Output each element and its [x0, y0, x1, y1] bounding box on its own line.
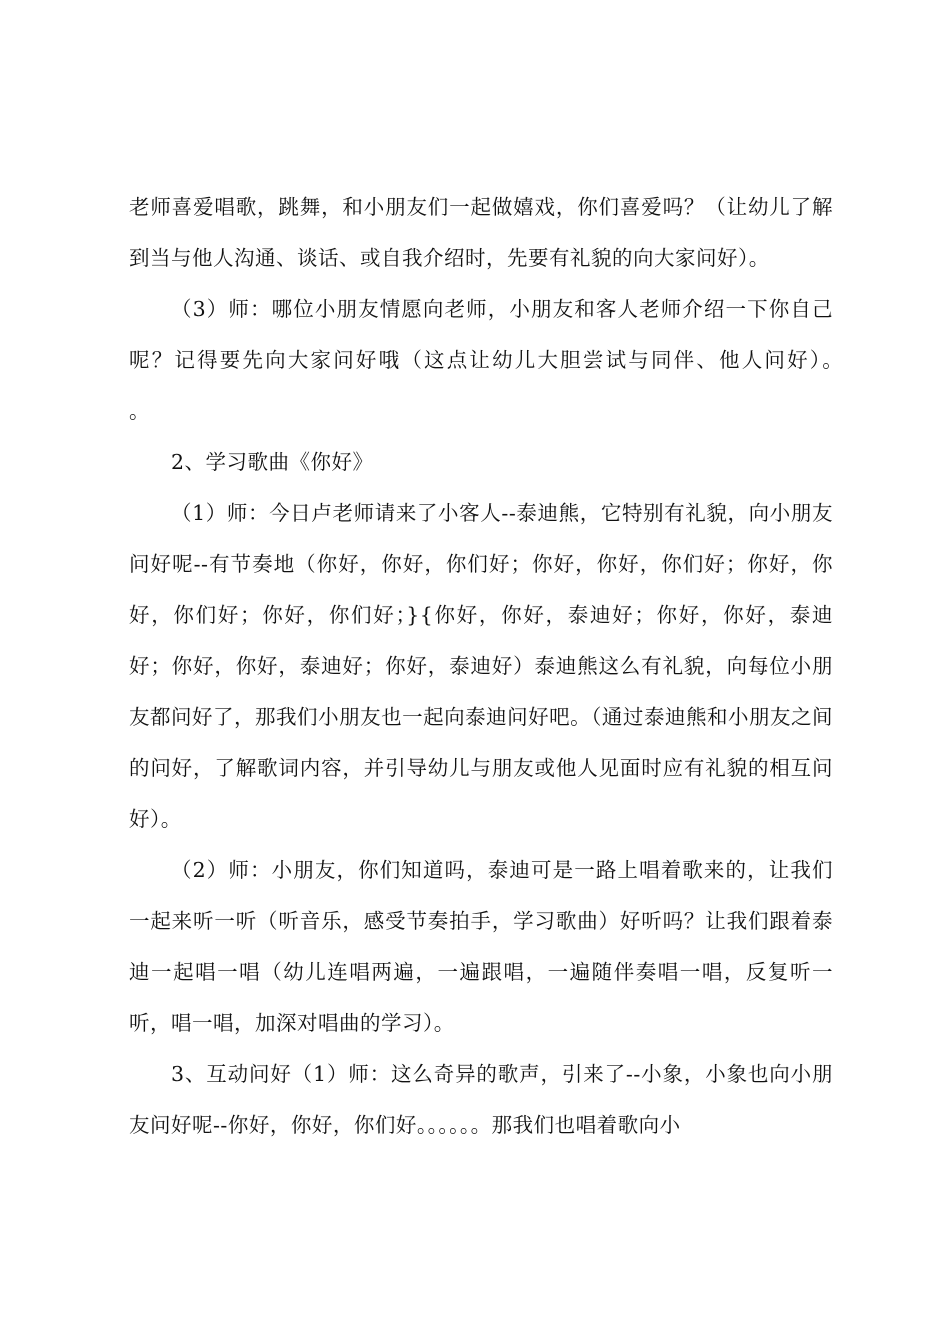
- paragraph-2: （3）师：哪位小朋友情愿向老师，小朋友和客人老师介绍一下你自己呢？记得要先向大家问好哦（这点让幼儿大胆尝试与同伴、他人问好）。 。: [129, 297, 896, 423]
- document-body: [129, 182, 896, 1151]
- paragraph-1: 老师喜爱唱歌，跳舞，和小朋友们一起做嬉戏，你们喜爱吗？（让幼儿了解到当与他人沟通、谈话、或自我介绍时，先要有礼貌的向大家问好）。: [129, 195, 833, 270]
- paragraph-4: （2）师：小朋友，你们知道吗，泰迪可是一路上唱着歌来的，让我们一起来听一听（听音乐，感受节奏拍手，学习歌曲）好听吗？让我们跟着泰迪一起唱一唱（幼儿连唱两遍，一遍跟唱，一遍随伴奏唱一唱，反复听一听，唱一唱，加深对唱曲的学习）。: [129, 858, 833, 1035]
- paragraph-5: 3、互动问好（1）师：这么奇异的歌声，引来了--小象，小象也向小朋友问好呢--你好，你好，你们好。。。。。。那我们也唱着歌向小: [129, 1062, 833, 1137]
- paragraph-3: （1）师：今日卢老师请来了小客人--泰迪熊，它特别有礼貌，向小朋友问好呢--有节奏地（你好，你好，你们好；你好，你好，你们好；你好，你好，你们好；你好，你们好；}{你好，你好，泰迪好；你好，你好，泰迪好；你好，你好，泰迪好；你好，泰迪好）泰迪熊这么有礼貌，向每位小朋友都问好了，那我们小朋友也一起向泰迪问好吧。（通过泰迪熊和小朋友之间的问好，了解歌词内容，并引导幼儿与朋友或他人见面时应有礼貌的相互问好）。: [129, 501, 833, 831]
- section-heading-2: 2、学习歌曲《你好》: [171, 450, 374, 474]
